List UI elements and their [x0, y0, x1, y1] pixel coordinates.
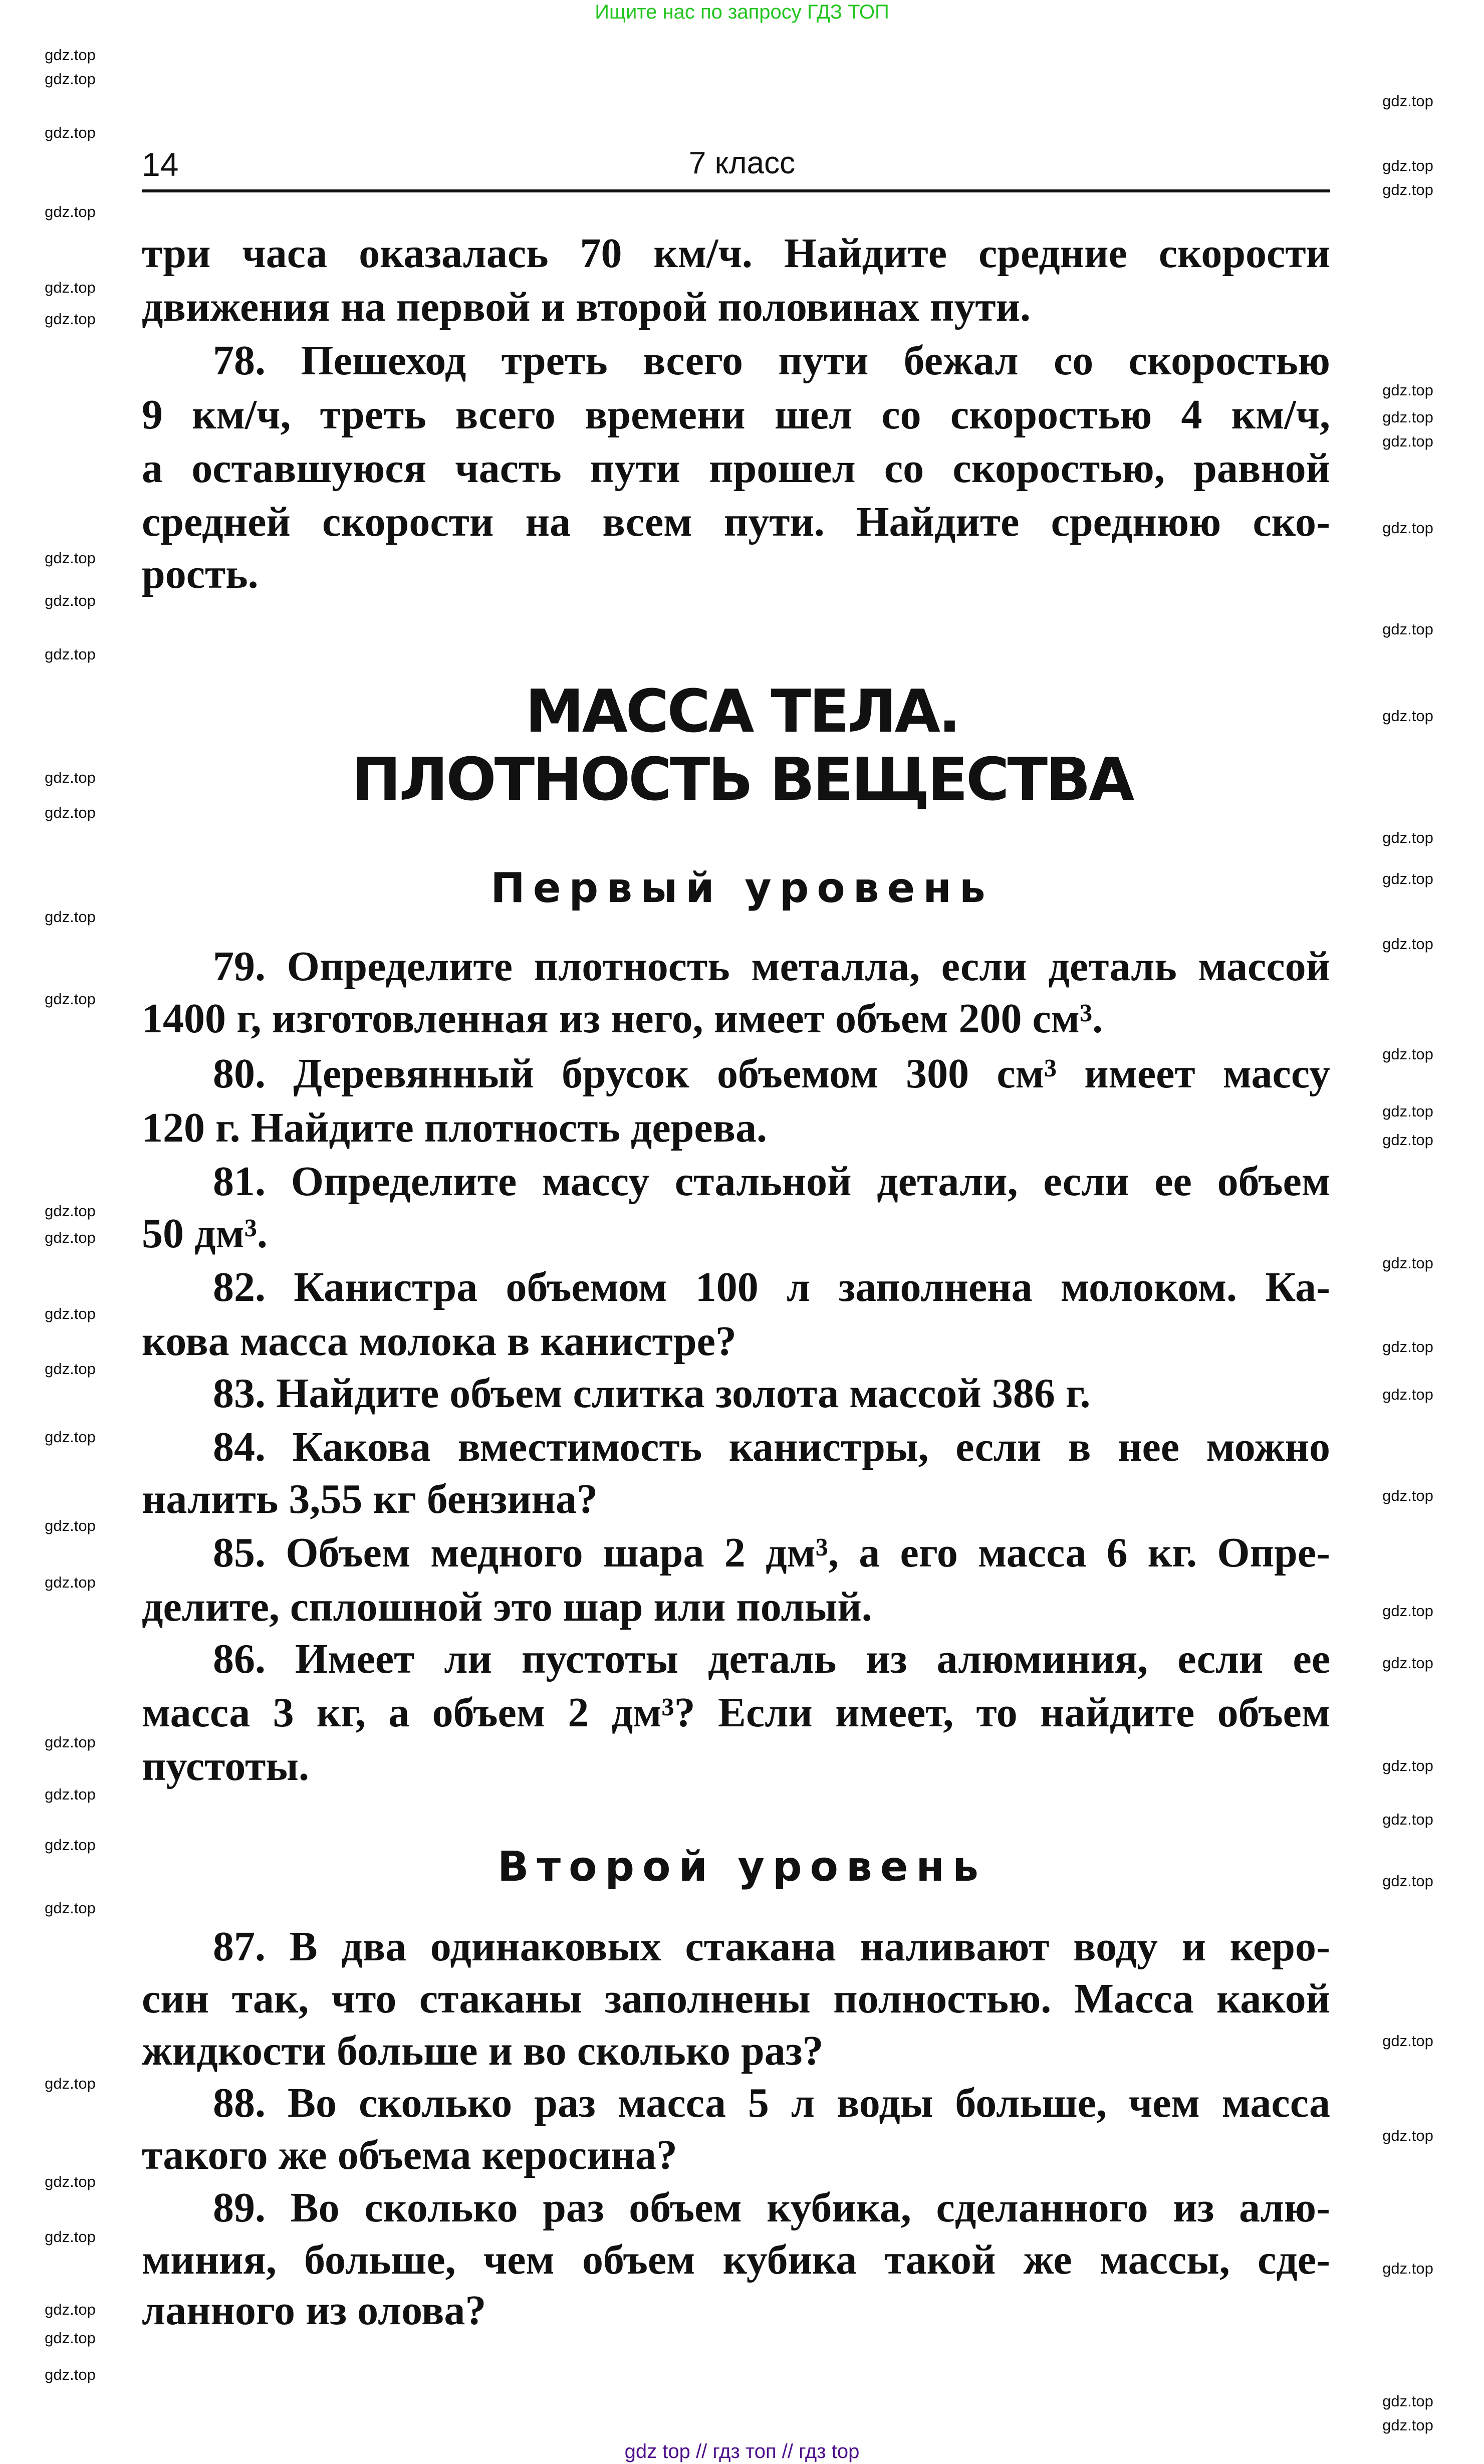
watermark: gdz.top: [45, 1305, 96, 1322]
problem-line: ланного из олова?: [142, 2287, 486, 2334]
watermark: gdz.top: [45, 1428, 96, 1446]
watermark: gdz.top: [45, 645, 96, 663]
watermark: gdz.top: [45, 2329, 96, 2347]
watermark: gdz.top: [1382, 432, 1433, 450]
watermark: gdz.top: [1382, 157, 1433, 174]
watermark: gdz.top: [1382, 2127, 1433, 2144]
watermark: gdz.top: [45, 2366, 96, 2383]
bottom-banner: gdz top // гдз топ // гдз top: [624, 2440, 860, 2462]
watermark: gdz.top: [1382, 408, 1433, 426]
watermark: gdz.top: [45, 1517, 96, 1534]
watermark: gdz.top: [45, 203, 96, 220]
watermark: gdz.top: [1382, 2392, 1433, 2410]
watermark: gdz.top: [45, 592, 96, 609]
watermark: gdz.top: [1382, 1654, 1433, 1672]
watermark: gdz.top: [1382, 1131, 1433, 1149]
watermark: gdz.top: [45, 70, 96, 88]
problem-line: 88. Во сколько раз масса 5 л воды больше, чем масса: [213, 2080, 1330, 2126]
header-rule: [142, 189, 1330, 192]
watermark: gdz.top: [45, 2075, 96, 2092]
section-title-line-2: ПЛОТНОСТЬ ВЕЩЕСТВА: [351, 745, 1133, 814]
watermark: gdz.top: [1382, 1487, 1433, 1504]
problem-line: миния, больше, чем объем кубика такой же массы, сде-: [142, 2236, 1330, 2283]
watermark: gdz.top: [1382, 2416, 1433, 2434]
watermark: gdz.top: [45, 1899, 96, 1917]
watermark: gdz.top: [1382, 181, 1433, 198]
watermark: gdz.top: [1382, 1811, 1433, 1828]
watermark: gdz.top: [45, 310, 96, 328]
watermark: gdz.top: [1382, 1757, 1433, 1774]
problem-line: син так, что стаканы заполнены полностью. Масса какой: [142, 1975, 1330, 2022]
top-banner: Ищите нас по запросу ГДЗ ТОП: [595, 1, 889, 23]
problem-78-line: 78. Пешеход треть всего пути бежал со скоростью: [213, 337, 1330, 384]
watermark: gdz.top: [45, 279, 96, 296]
running-head: 7 класс: [688, 146, 796, 180]
problem-line: масса 3 кг, а объем 2 дм³? Если имеет, то найдите объем: [142, 1689, 1330, 1736]
page-number: 14: [142, 146, 179, 183]
watermark: gdz.top: [45, 2173, 96, 2190]
watermark: gdz.top: [1382, 1602, 1433, 1620]
watermark: gdz.top: [1382, 1102, 1433, 1120]
watermark: gdz.top: [45, 1229, 96, 1246]
watermark: gdz.top: [45, 1202, 96, 1220]
watermark: gdz.top: [45, 908, 96, 926]
problem-78-line: а оставшуюся часть пути прошел со скоростью, равной: [142, 445, 1330, 492]
watermark: gdz.top: [1382, 2260, 1433, 2277]
problem-line: 79. Определите плотность металла, если деталь массой: [213, 943, 1330, 990]
problem-line: 89. Во сколько раз объем кубика, сделанного из алю-: [213, 2184, 1330, 2231]
watermark: gdz.top: [45, 804, 96, 821]
watermark: gdz.top: [45, 2301, 96, 2318]
problem-line: 83. Найдите объем слитка золота массой 386 г.: [213, 1370, 1091, 1417]
watermark: gdz.top: [45, 1785, 96, 1803]
watermark: gdz.top: [45, 124, 96, 141]
watermark: gdz.top: [45, 990, 96, 1008]
level-2-heading: Второй уровень: [498, 1843, 986, 1891]
problem-line: 87. В два одинаковых стакана наливают воду и керо-: [213, 1923, 1330, 1970]
problem-line: такого же объема керосина?: [142, 2132, 677, 2178]
text-line: три часа оказалась 70 км/ч. Найдите средние скорости: [142, 230, 1330, 277]
watermark: gdz.top: [1382, 2032, 1433, 2050]
problem-line: 82. Канистра объемом 100 л заполнена молоком. Ка-: [213, 1264, 1330, 1310]
watermark: gdz.top: [1382, 92, 1433, 110]
problem-line: делите, сплошной это шар или полый.: [142, 1584, 872, 1630]
problem-line: 80. Деревянный брусок объемом 300 см³ имеет массу: [213, 1050, 1330, 1097]
watermark: gdz.top: [1382, 1386, 1433, 1403]
text-line: движения на первой и второй половинах пути.: [142, 284, 1031, 330]
watermark: gdz.top: [45, 549, 96, 567]
watermark: gdz.top: [45, 46, 96, 64]
watermark: gdz.top: [1382, 1254, 1433, 1272]
watermark: gdz.top: [45, 1733, 96, 1751]
problem-line: налить 3,55 кг бензина?: [142, 1476, 598, 1522]
problem-line: 81. Определите массу стальной детали, если ее объем: [213, 1158, 1330, 1205]
watermark: gdz.top: [1382, 620, 1433, 638]
watermark: gdz.top: [45, 1836, 96, 1854]
problem-line: 84. Какова вместимость канистры, если в нее можно: [213, 1424, 1330, 1470]
watermark: gdz.top: [1382, 707, 1433, 725]
problem-78-line: 9 км/ч, треть всего времени шел со скоростью 4 км/ч,: [142, 391, 1330, 438]
problem-line: 85. Объем медного шара 2 дм³, а его масса 6 кг. Опре-: [213, 1529, 1330, 1576]
watermark: gdz.top: [1382, 519, 1433, 537]
watermark: gdz.top: [45, 1574, 96, 1591]
watermark: gdz.top: [1382, 829, 1433, 846]
watermark: gdz.top: [1382, 1872, 1433, 1890]
problem-line: 86. Имеет ли пустоты деталь из алюминия, если ее: [213, 1636, 1330, 1682]
problem-78-line: средней скорости на всем пути. Найдите среднюю ско-: [142, 499, 1330, 545]
problem-line: 1400 г, изготовленная из него, имеет объем 200 см³.: [142, 995, 1103, 1042]
watermark: gdz.top: [1382, 935, 1433, 953]
problem-line: 120 г. Найдите плотность дерева.: [142, 1104, 768, 1151]
level-1-heading: Первый уровень: [490, 864, 994, 912]
section-title-line-1: МАССА ТЕЛА.: [525, 677, 959, 746]
watermark: gdz.top: [45, 769, 96, 786]
problem-78-line: рость.: [142, 551, 259, 597]
problem-line: кова масса молока в канистре?: [142, 1318, 736, 1365]
problem-line: 50 дм³.: [142, 1210, 268, 1257]
watermark: gdz.top: [45, 2228, 96, 2246]
problem-line: пустоты.: [142, 1743, 309, 1789]
watermark: gdz.top: [1382, 381, 1433, 399]
problem-line: жидкости больше и во сколько раз?: [142, 2028, 824, 2074]
watermark: gdz.top: [45, 1360, 96, 1378]
watermark: gdz.top: [1382, 870, 1433, 887]
watermark: gdz.top: [1382, 1045, 1433, 1063]
watermark: gdz.top: [1382, 1338, 1433, 1356]
